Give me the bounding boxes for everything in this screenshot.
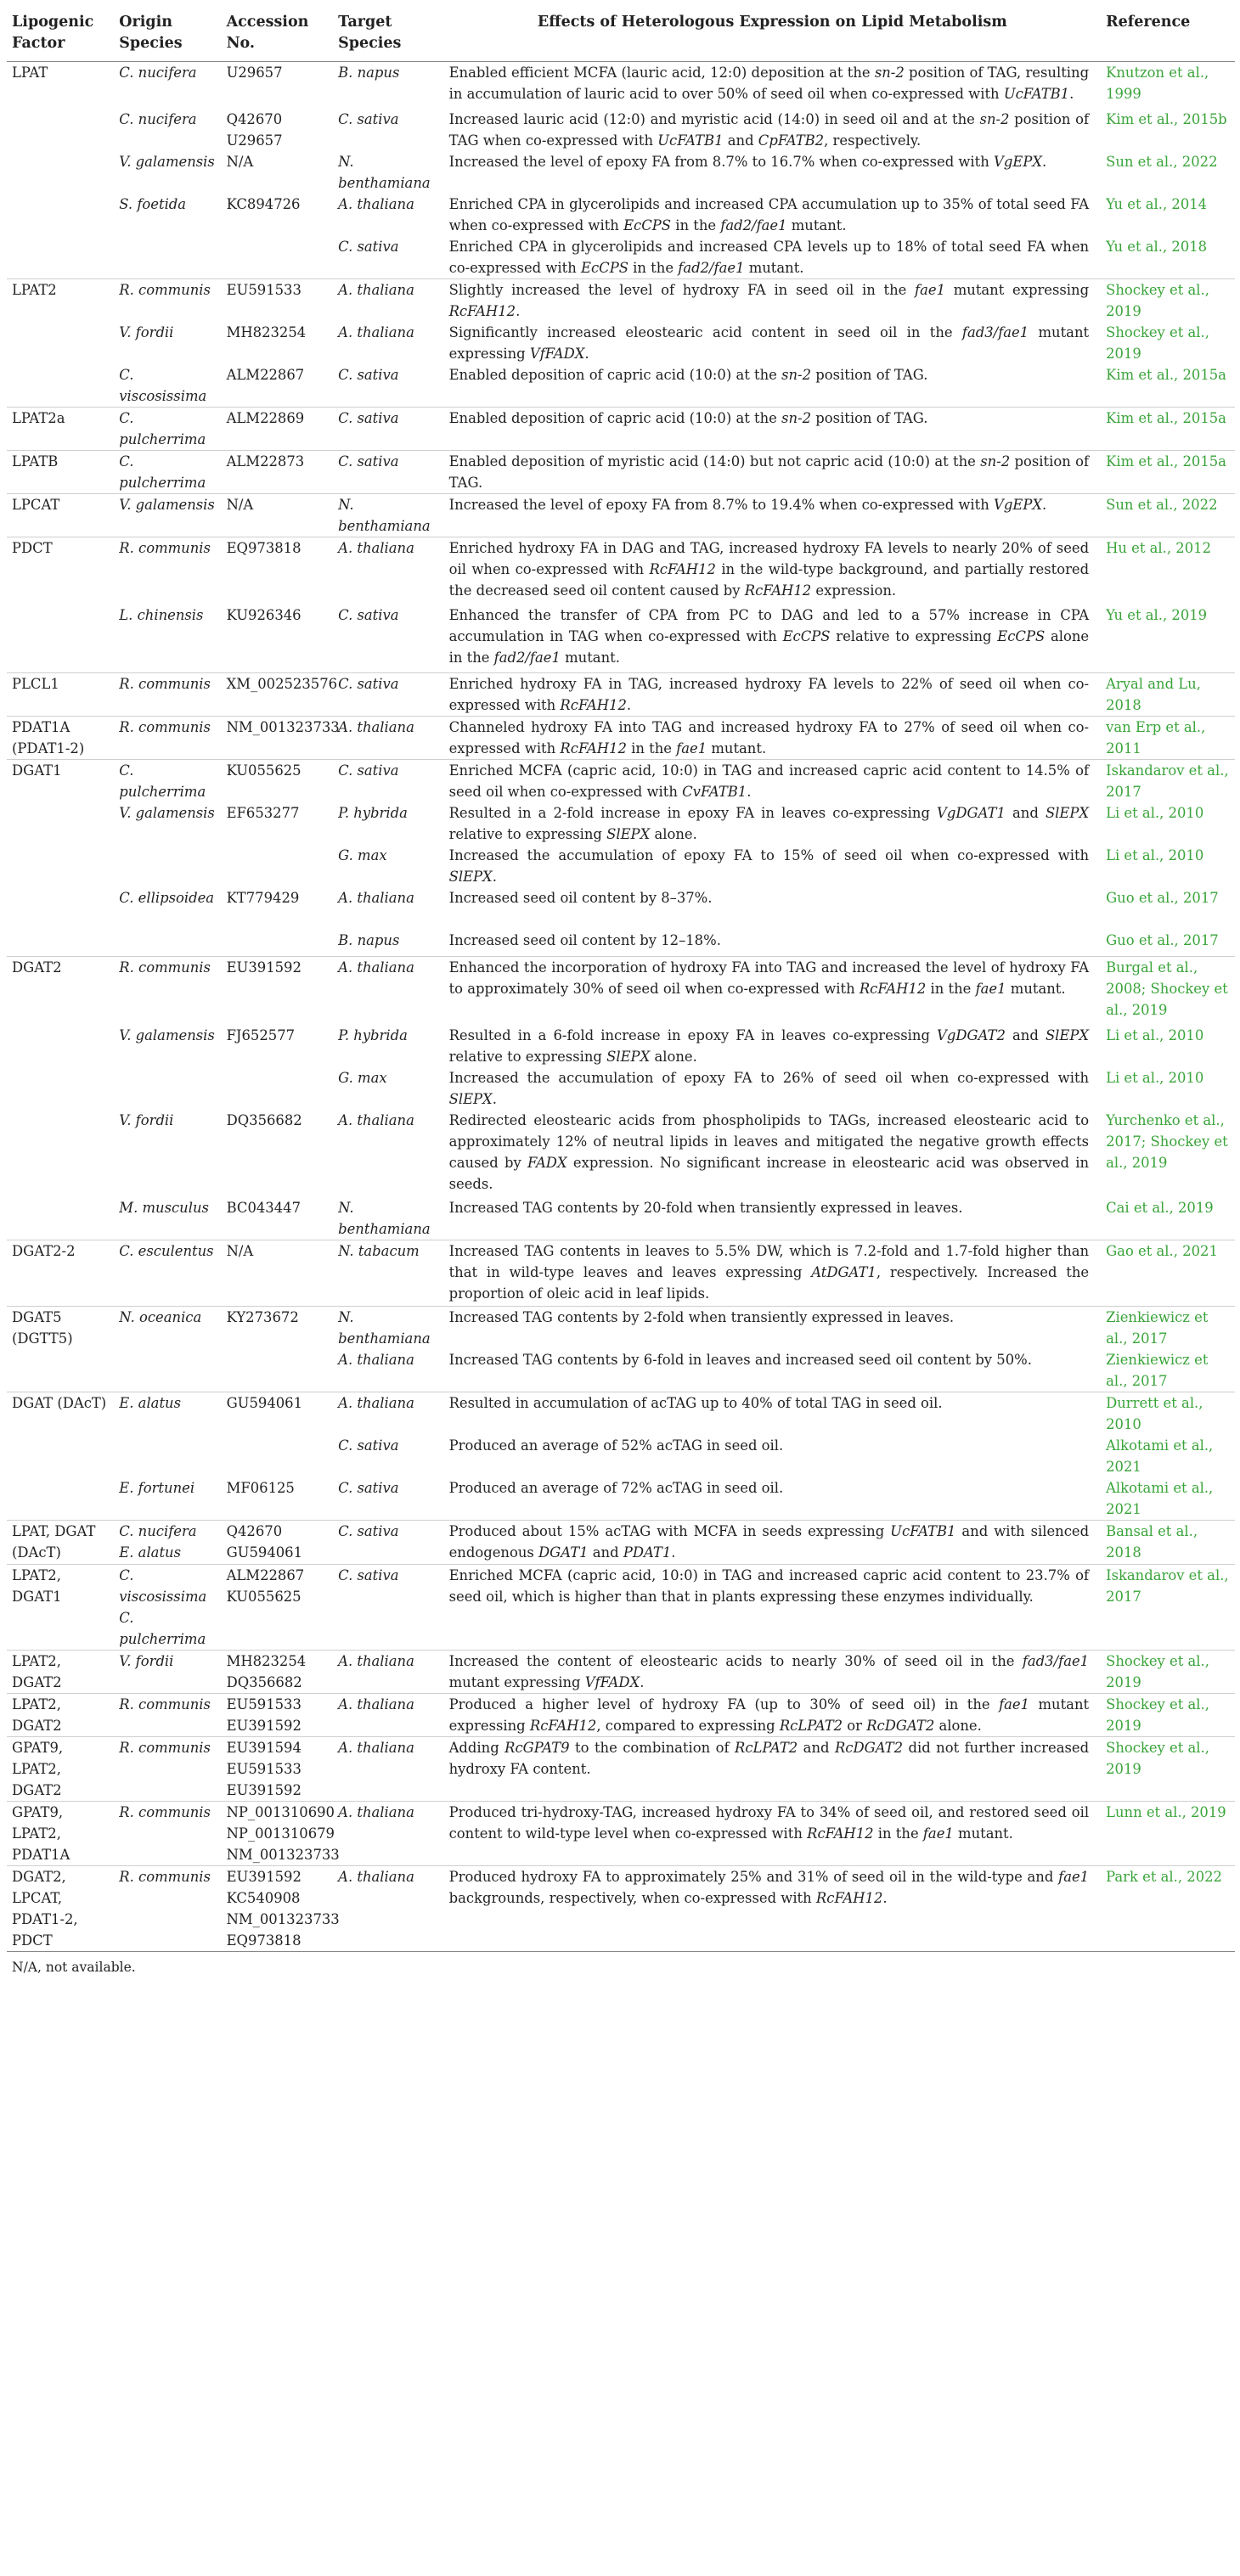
cell-lipogenic-factor: LPAT2, DGAT2 [12, 1696, 62, 1734]
cell-accession-no: NM_001323733 [226, 718, 340, 735]
table-row [7, 1693, 1235, 1736]
cell-effect: Produced a higher level of hydroxy FA (up to 30% of seed oil) in the fae1 mutant expressing RcFAH12, compared to expressing RcLPAT2 or RcDGAT2 alone. [448, 1696, 1090, 1734]
cell-target-species: A. thaliana [338, 1803, 414, 1820]
cell-target-species: C. sativa [338, 409, 399, 426]
cell-reference: Shockey et al., 2019 [1106, 323, 1209, 362]
table-row [7, 1650, 1235, 1693]
cell-reference: Guo et al., 2017 [1106, 931, 1219, 948]
cell-reference: Zienkiewicz et al., 2017 [1106, 1351, 1209, 1389]
cell-lipogenic-factor: LPATB [12, 453, 59, 470]
cell-lipogenic-factor [7, 930, 114, 957]
cell-effect: Increased TAG contents by 6-fold in leaves and increased seed oil content by 50%. [448, 1351, 1032, 1368]
cell-lipogenic-factor: DGAT1 [12, 762, 62, 779]
cell-lipogenic-factor [7, 1025, 114, 1067]
cell-reference: Yu et al., 2014 [1106, 195, 1208, 212]
cell-lipogenic-factor: LPAT2, DGAT2 [12, 1652, 62, 1690]
cell-accession-no: Q42670 GU594061 [226, 1522, 303, 1561]
cell-effect: Enabled deposition of capric acid (10:0) at the sn-2 position of TAG. [448, 366, 928, 383]
cell-effect: Increased the level of epoxy FA from 8.7% to 16.7% when co-expressed with VgEPX. [448, 153, 1047, 170]
cell-target-species: A. thaliana [338, 281, 414, 298]
cell-target-species: A. thaliana [338, 1351, 414, 1368]
cell-reference: Cai et al., 2019 [1106, 1199, 1214, 1216]
cell-reference: Iskandarov et al., 2017 [1106, 1566, 1229, 1605]
cell-lipogenic-factor [7, 322, 114, 364]
cell-origin-species: R. communis [119, 675, 211, 692]
cell-reference: Alkotami et al., 2021 [1106, 1479, 1214, 1517]
cell-reference: Park et al., 2022 [1106, 1868, 1222, 1885]
cell-target-species: A. thaliana [338, 1696, 414, 1713]
lipid-metabolism-table [7, 5, 1235, 1983]
table-row [7, 407, 1235, 450]
cell-effect: Resulted in a 6-fold increase in epoxy FA in leaves co-expressing VgDGAT2 and SlEPX relative to expressing SlEPX alone. [448, 1026, 1090, 1065]
cell-accession-no: MH823254 [226, 323, 307, 340]
cell-target-species: B. napus [338, 931, 400, 948]
cell-lipogenic-factor [7, 802, 114, 845]
table-row [7, 450, 1235, 493]
table-row [7, 1520, 1235, 1564]
cell-reference: Shockey et al., 2019 [1106, 1696, 1209, 1734]
cell-effect: Increased seed oil content by 12–18%. [448, 931, 721, 948]
cell-reference: Zienkiewicz et al., 2017 [1106, 1308, 1209, 1347]
table-row [7, 322, 1235, 364]
cell-origin-species: S. foetida [119, 195, 187, 212]
cell-effect: Increased the content of eleostearic acids to nearly 30% of seed oil in the fad3/fae1 mutant expressing VfFADX. [448, 1652, 1090, 1690]
cell-reference: Li et al., 2010 [1106, 804, 1204, 821]
cell-target-species: N. benthamiana [338, 1199, 431, 1237]
cell-target-species: A. thaliana [338, 959, 414, 976]
cell-origin-species [114, 1067, 221, 1110]
cell-effect: Increased lauric acid (12:0) and myristic acid (14:0) in seed oil and at the sn-2 position of TAG when co-expressed with UcFATB1 and CpFATB2, respectively. [448, 110, 1090, 149]
cell-effect: Enriched CPA in glycerolipids and increased CPA accumulation up to 35% of total seed FA when co-expressed with EcCPS in the fad2/fae1 mutant. [448, 195, 1090, 233]
cell-lipogenic-factor: LPAT2, DGAT1 [12, 1566, 62, 1605]
cell-origin-species: V. fordii [119, 1111, 174, 1128]
cell-accession-no: KY273672 [226, 1308, 299, 1325]
cell-accession-no: EQ973818 [226, 539, 302, 556]
cell-accession-no [222, 1435, 334, 1477]
cell-effect: Adding RcGPAT9 to the combination of RcLPAT2 and RcDGAT2 did not further increased hydroxy FA content. [448, 1739, 1090, 1777]
table-row [7, 1801, 1235, 1865]
cell-origin-species: C. pulcherrima [119, 409, 206, 447]
cell-origin-species: C. viscosissima [119, 366, 207, 404]
cell-effect: Increased the accumulation of epoxy FA to 15% of seed oil when co-expressed with SlEPX. [448, 846, 1090, 885]
cell-accession-no: EU391592 [226, 959, 302, 976]
cell-effect: Increased seed oil content by 8–37%. [448, 889, 713, 906]
table-row [7, 1306, 1235, 1349]
cell-origin-species: V. galamensis [119, 496, 215, 513]
cell-effect: Channeled hydroxy FA into TAG and increased hydroxy FA to 27% of seed oil when co-expressed with RcFAH12 in the fae1 mutant. [448, 718, 1090, 756]
cell-accession-no [222, 236, 334, 279]
cell-target-species: A. thaliana [338, 1111, 414, 1128]
cell-origin-species: C. esculentus [119, 1242, 214, 1259]
cell-reference: van Erp et al., 2011 [1106, 718, 1206, 756]
cell-lipogenic-factor [7, 845, 114, 887]
cell-target-species: A. thaliana [338, 1652, 414, 1669]
table-row [7, 957, 1235, 1025]
cell-accession-no: KT779429 [226, 889, 300, 906]
cell-accession-no: EU591533 [226, 281, 302, 298]
cell-reference: Shockey et al., 2019 [1106, 281, 1209, 319]
cell-reference: Knutzon et al., 1999 [1106, 65, 1209, 102]
cell-effect: Resulted in a 2-fold increase in epoxy FA in leaves co-expressing VgDGAT1 and SlEPX relative to expressing SlEPX alone. [448, 804, 1090, 842]
cell-reference: Yu et al., 2018 [1106, 238, 1208, 255]
cell-accession-no: MF06125 [226, 1479, 295, 1496]
cell-origin-species: M. musculus [119, 1199, 209, 1216]
cell-reference: Sun et al., 2022 [1106, 153, 1218, 170]
cell-origin-species: R. communis [119, 1868, 211, 1885]
cell-target-species: C. sativa [338, 110, 399, 127]
cell-lipogenic-factor: DGAT2, LPCAT, PDAT1-2, PDCT [12, 1868, 78, 1949]
cell-reference: Kim et al., 2015a [1106, 453, 1226, 470]
cell-target-species: A. thaliana [338, 718, 414, 735]
cell-accession-no: KU055625 [226, 762, 302, 779]
cell-target-species: A. thaliana [338, 323, 414, 340]
cell-reference: Shockey et al., 2019 [1106, 1739, 1209, 1777]
cell-accession-no: XM_002523576 [226, 675, 338, 692]
cell-target-species: C. sativa [338, 675, 399, 692]
cell-origin-species: C. nucifera E. alatus [119, 1522, 197, 1561]
cell-reference: Kim et al., 2015a [1106, 409, 1226, 426]
table-row [7, 236, 1235, 279]
table-row [7, 1240, 1235, 1306]
cell-effect: Enabled deposition of capric acid (10:0) at the sn-2 position of TAG. [448, 409, 928, 426]
cell-effect: Produced about 15% acTAG with MCFA in seeds expressing UcFATB1 and with silenced endogenous DGAT1 and PDAT1. [448, 1522, 1090, 1561]
cell-reference: Alkotami et al., 2021 [1106, 1437, 1214, 1475]
cell-reference: Lunn et al., 2019 [1106, 1803, 1226, 1820]
cell-accession-no: NP_001310690 NP_001310679 NM_001323733 [226, 1803, 340, 1863]
cell-target-species: A. thaliana [338, 539, 414, 556]
header-lipogenic-factor: Lipogenic Factor [7, 5, 114, 62]
cell-reference: Li et al., 2010 [1106, 1069, 1204, 1086]
table-row [7, 109, 1235, 151]
header-row [7, 5, 1235, 62]
cell-origin-species: C. viscosissima C. pulcherrima [119, 1566, 207, 1647]
table-row [7, 151, 1235, 194]
table-row [7, 930, 1235, 957]
cell-lipogenic-factor [7, 1110, 114, 1197]
cell-reference: Aryal and Lu, 2018 [1106, 675, 1201, 713]
cell-accession-no [222, 930, 334, 957]
table-row [7, 672, 1235, 716]
cell-target-species: P. hybrida [338, 804, 408, 821]
cell-lipogenic-factor: DGAT2 [12, 959, 62, 976]
cell-lipogenic-factor: DGAT5 (DGTT5) [12, 1308, 73, 1347]
table-row [7, 802, 1235, 845]
cell-effect: Redirected eleostearic acids from phospholipids to TAGs, increased eleostearic acid to approximately 12% of neutral lipids in leaves and mitigated the negative growth effects caused by FADX expression. No significant increase in eleostearic acid was observed in seeds. [448, 1111, 1090, 1192]
table-row [7, 1349, 1235, 1392]
cell-lipogenic-factor [7, 1067, 114, 1110]
cell-accession-no: EU391594 EU591533 EU391592 [226, 1739, 302, 1798]
cell-reference: Shockey et al., 2019 [1106, 1652, 1209, 1690]
cell-accession-no: ALM22873 [226, 453, 305, 470]
cell-accession-no: DQ356682 [226, 1111, 302, 1128]
cell-origin-species: C. pulcherrima [119, 762, 206, 800]
cell-reference: Li et al., 2010 [1106, 846, 1204, 863]
cell-target-species: B. napus [338, 65, 400, 81]
table-row [7, 1865, 1235, 1951]
cell-accession-no: BC043447 [226, 1199, 302, 1216]
cell-origin-species: L. chinensis [119, 607, 204, 623]
cell-lipogenic-factor [7, 605, 114, 672]
table-row [7, 887, 1235, 930]
cell-origin-species: R. communis [119, 1696, 211, 1713]
cell-lipogenic-factor: LPAT2a [12, 409, 65, 426]
cell-effect: Produced hydroxy FA to approximately 25% and 31% of seed oil in the wild-type and fae1 backgrounds, respectively, when co-expressed with RcFAH12. [448, 1868, 1090, 1906]
cell-reference: Hu et al., 2012 [1106, 539, 1212, 556]
cell-reference: Yurchenko et al., 2017; Shockey et al., 2019 [1106, 1111, 1228, 1171]
cell-lipogenic-factor [7, 236, 114, 279]
cell-target-species: C. sativa [338, 607, 399, 623]
cell-lipogenic-factor: LPCAT [12, 496, 60, 513]
cell-effect: Increased TAG contents by 20-fold when transiently expressed in leaves. [448, 1199, 963, 1216]
cell-lipogenic-factor [7, 1435, 114, 1477]
table-row [7, 194, 1235, 236]
cell-accession-no: ALM22867 KU055625 [226, 1566, 305, 1605]
cell-reference: Sun et al., 2022 [1106, 496, 1218, 513]
cell-origin-species: E. alatus [119, 1394, 182, 1411]
cell-accession-no: N/A [226, 496, 254, 513]
cell-target-species: C. sativa [338, 366, 399, 383]
table-row [7, 1564, 1235, 1650]
cell-accession-no: ALM22867 [226, 366, 305, 383]
cell-effect: Enhanced the transfer of CPA from PC to DAG and led to a 57% increase in CPA accumulation in TAG when co-expressed with EcCPS relative to expressing EcCPS alone in the fad2/fae1 mutant. [448, 607, 1090, 666]
cell-target-species: C. sativa [338, 1566, 399, 1583]
header-reference: Reference [1101, 5, 1235, 62]
header-effects: Effects of Heterologous Expression on Lipid Metabolism [444, 5, 1102, 62]
cell-origin-species: N. oceanica [119, 1308, 202, 1325]
cell-effect: Increased TAG contents in leaves to 5.5% DW, which is 7.2-fold and 1.7-fold higher than that in wild-type leaves and leaves expressing AtDGAT1, respectively. Increased the proportion of oleic acid in leaf lipids. [448, 1242, 1090, 1302]
cell-origin-species [114, 845, 221, 887]
cell-origin-species: R. communis [119, 539, 211, 556]
cell-lipogenic-factor: LPAT [12, 65, 48, 81]
table-row [7, 62, 1235, 109]
cell-effect: Significantly increased eleostearic acid content in seed oil in the fad3/fae1 mutant expressing VfFADX. [448, 323, 1090, 362]
cell-accession-no: MH823254 DQ356682 [226, 1652, 307, 1690]
table-row [7, 605, 1235, 672]
cell-origin-species: R. communis [119, 718, 211, 735]
cell-effect: Enriched hydroxy FA in DAG and TAG, increased hydroxy FA levels to nearly 20% of seed oil when co-expressed with RcFAH12 in the wild-type background, and partially restored the decreased seed oil content caused by RcFAH12 expression. [448, 539, 1090, 599]
cell-effect: Enriched MCFA (capric acid, 10:0) in TAG and increased capric acid content to 14.5% of seed oil when co-expressed with CvFATB1. [448, 762, 1090, 800]
cell-effect: Produced an average of 72% acTAG in seed oil. [448, 1479, 784, 1496]
cell-origin-species: V. fordii [119, 1652, 174, 1669]
cell-origin-species: R. communis [119, 1739, 211, 1756]
cell-effect: Enabled deposition of myristic acid (14:0) but not capric acid (10:0) at the sn-2 position of TAG. [448, 453, 1090, 491]
table-row [7, 1477, 1235, 1521]
cell-reference: Kim et al., 2015b [1106, 110, 1227, 127]
cell-lipogenic-factor: PLCL1 [12, 675, 59, 692]
cell-accession-no: N/A [226, 153, 254, 170]
cell-target-species: N. benthamiana [338, 496, 431, 534]
header-accession-no: Accession No. [222, 5, 334, 62]
cell-target-species: C. sativa [338, 238, 399, 255]
cell-effect: Produced an average of 52% acTAG in seed oil. [448, 1437, 784, 1454]
cell-origin-species [114, 1435, 221, 1477]
cell-lipogenic-factor: PDAT1A (PDAT1-2) [12, 718, 85, 756]
cell-effect: Enriched hydroxy FA in TAG, increased hydroxy FA levels to 22% of seed oil when co-expressed with RcFAH12. [448, 675, 1090, 713]
table-row [7, 493, 1235, 537]
cell-target-species: A. thaliana [338, 1868, 414, 1885]
cell-effect: Enhanced the incorporation of hydroxy FA into TAG and increased the level of hydroxy FA to approximately 30% of seed oil when co-expressed with RcFAH12 in the fae1 mutant. [448, 959, 1090, 997]
table-footnote: N/A, not available. [7, 1951, 1235, 1983]
cell-lipogenic-factor: LPAT, DGAT (DAcT) [12, 1522, 96, 1561]
cell-target-species: A. thaliana [338, 195, 414, 212]
cell-reference: Durrett et al., 2010 [1106, 1394, 1203, 1432]
cell-reference: Burgal et al., 2008; Shockey et al., 2019 [1106, 959, 1228, 1018]
table-row [7, 1025, 1235, 1067]
cell-lipogenic-factor [7, 887, 114, 930]
cell-accession-no: KU926346 [226, 607, 302, 623]
cell-target-species: C. sativa [338, 1437, 399, 1454]
cell-accession-no: FJ652577 [226, 1026, 296, 1043]
cell-target-species: N. benthamiana [338, 1308, 431, 1347]
table-row [7, 716, 1235, 759]
cell-origin-species: R. communis [119, 959, 211, 976]
cell-accession-no: U29657 [226, 65, 283, 81]
cell-origin-species: R. communis [119, 281, 211, 298]
cell-lipogenic-factor [7, 364, 114, 408]
cell-accession-no: EF653277 [226, 804, 300, 821]
cell-lipogenic-factor [7, 109, 114, 151]
cell-effect: Enabled efficient MCFA (lauric acid, 12:0) deposition at the sn-2 position of TAG, resulting in accumulation of lauric acid to over 50% of seed oil when co-expressed with UcFATB1. [448, 65, 1090, 102]
cell-target-species: P. hybrida [338, 1026, 408, 1043]
cell-origin-species: C. nucifera [119, 110, 197, 127]
cell-origin-species: V. galamensis [119, 153, 215, 170]
table-row [7, 278, 1235, 322]
table-row [7, 845, 1235, 887]
cell-lipogenic-factor: GPAT9, LPAT2, DGAT2 [12, 1739, 64, 1798]
cell-accession-no [222, 1067, 334, 1110]
cell-lipogenic-factor: DGAT2-2 [12, 1242, 76, 1259]
table-row [7, 1736, 1235, 1801]
cell-target-species: A. thaliana [338, 1739, 414, 1756]
cell-lipogenic-factor: DGAT (DAcT) [12, 1394, 107, 1411]
cell-accession-no: GU594061 [226, 1394, 303, 1411]
cell-effect: Increased the level of epoxy FA from 8.7% to 19.4% when co-expressed with VgEPX. [448, 496, 1047, 513]
cell-target-species: C. sativa [338, 762, 399, 779]
cell-accession-no: N/A [226, 1242, 254, 1259]
cell-reference: Kim et al., 2015a [1106, 366, 1226, 383]
cell-accession-no: Q42670 U29657 [226, 110, 283, 149]
cell-effect: Increased the accumulation of epoxy FA to 26% of seed oil when co-expressed with SlEPX. [448, 1069, 1090, 1107]
cell-reference: Iskandarov et al., 2017 [1106, 762, 1229, 800]
cell-effect: Resulted in accumulation of acTAG up to 40% of total TAG in seed oil. [448, 1394, 943, 1411]
cell-origin-species [114, 236, 221, 279]
cell-origin-species: C. nucifera [119, 65, 197, 81]
cell-origin-species: C. pulcherrima [119, 453, 206, 491]
table-row [7, 364, 1235, 408]
cell-target-species: C. sativa [338, 1522, 399, 1539]
cell-effect: Enriched CPA in glycerolipids and increased CPA levels up to 18% of total seed FA when co-expressed with EcCPS in the fad2/fae1 mutant. [448, 238, 1090, 276]
table-row [7, 1435, 1235, 1477]
cell-effect: Increased TAG contents by 2-fold when transiently expressed in leaves. [448, 1308, 955, 1325]
cell-origin-species: V. galamensis [119, 804, 215, 821]
cell-accession-no [222, 1349, 334, 1392]
cell-effect: Slightly increased the level of hydroxy FA in seed oil in the fae1 mutant expressing RcFAH12. [448, 281, 1090, 319]
cell-reference: Li et al., 2010 [1106, 1026, 1204, 1043]
cell-reference: Yu et al., 2019 [1106, 607, 1208, 623]
cell-lipogenic-factor [7, 1349, 114, 1392]
cell-lipogenic-factor [7, 151, 114, 194]
cell-effect: Produced tri-hydroxy-TAG, increased hydroxy FA to 34% of seed oil, and restored seed oil content to wild-type level when co-expressed with RcFAH12 in the fae1 mutant. [448, 1803, 1090, 1842]
table-row [7, 537, 1235, 605]
table-row [7, 1110, 1235, 1197]
cell-accession-no: EU591533 EU391592 [226, 1696, 302, 1734]
cell-origin-species: V. fordii [119, 323, 174, 340]
table-body [7, 62, 1235, 1952]
cell-target-species: C. sativa [338, 1479, 399, 1496]
cell-origin-species [114, 930, 221, 957]
cell-lipogenic-factor [7, 1197, 114, 1240]
cell-origin-species: C. ellipsoidea [119, 889, 215, 906]
cell-target-species: N. benthamiana [338, 153, 431, 191]
cell-accession-no: EU391592 KC540908 NM_001323733 EQ973818 [226, 1868, 340, 1949]
cell-origin-species: E. fortunei [119, 1479, 195, 1496]
cell-target-species: A. thaliana [338, 889, 414, 906]
cell-target-species: A. thaliana [338, 1394, 414, 1411]
cell-target-species: C. sativa [338, 453, 399, 470]
cell-origin-species: R. communis [119, 1803, 211, 1820]
cell-lipogenic-factor [7, 194, 114, 236]
cell-accession-no: KC894726 [226, 195, 301, 212]
cell-target-species: G. max [338, 846, 387, 863]
cell-accession-no: ALM22869 [226, 409, 305, 426]
cell-lipogenic-factor: PDCT [12, 539, 53, 556]
table-row [7, 1197, 1235, 1240]
cell-effect: Enriched MCFA (capric acid, 10:0) in TAG and increased capric acid content to 23.7% of seed oil, which is higher than that in plants expressing these enzymes individually. [448, 1566, 1090, 1605]
cell-target-species: G. max [338, 1069, 387, 1086]
cell-reference: Guo et al., 2017 [1106, 889, 1219, 906]
cell-origin-species: V. galamensis [119, 1026, 215, 1043]
table-row [7, 1067, 1235, 1110]
cell-lipogenic-factor: GPAT9, LPAT2, PDAT1A [12, 1803, 70, 1863]
header-target-species: Target Species [333, 5, 443, 62]
cell-accession-no [222, 845, 334, 887]
cell-reference: Bansal et al., 2018 [1106, 1522, 1198, 1561]
cell-origin-species [114, 1349, 221, 1392]
cell-lipogenic-factor [7, 1477, 114, 1521]
cell-reference: Gao et al., 2021 [1106, 1242, 1218, 1259]
header-origin-species: Origin Species [114, 5, 221, 62]
table-row [7, 759, 1235, 802]
table-row [7, 1392, 1235, 1435]
cell-target-species: N. tabacum [338, 1242, 420, 1259]
cell-lipogenic-factor: LPAT2 [12, 281, 57, 298]
